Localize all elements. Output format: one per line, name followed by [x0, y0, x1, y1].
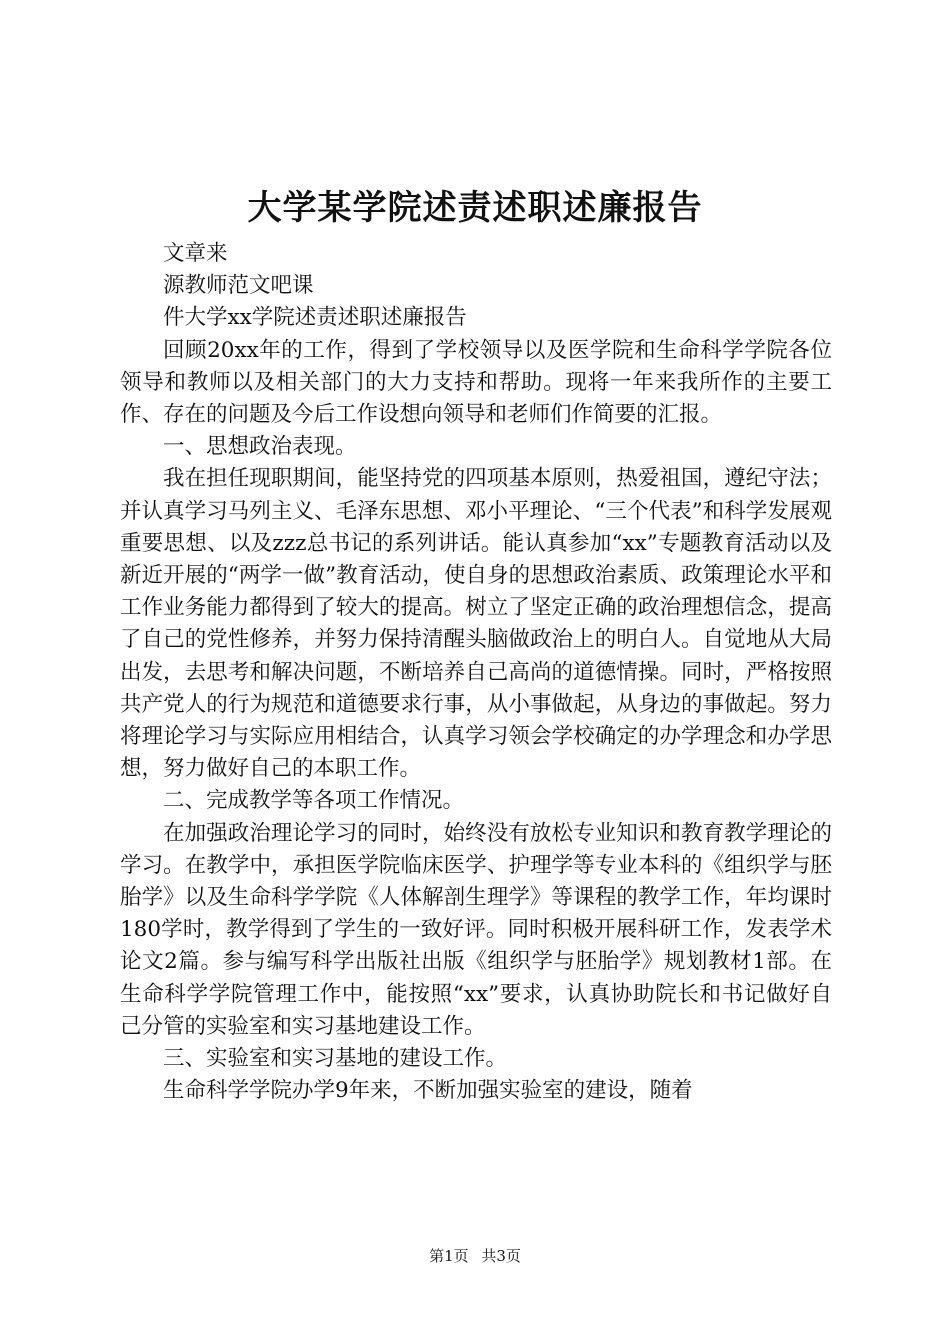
paragraph: 文章来	[163, 241, 228, 266]
page-number: 第1页	[429, 1247, 469, 1265]
section-heading: 一、思想政治表现。	[163, 434, 357, 460]
paragraph: 生命科学学院办学9年来，不断加强实验室的建设，随着	[163, 1078, 693, 1104]
paragraph: 在加强政治理论学习的同时，始终没有放松专业知识和教育教学理论的学习。在教学中，承担医学院临床医学、护理学等专业本科的《组织学与胚胎学》以及生命科学学院《人体解剖生理学》等课程的教学工作，年均课时180学时，教学得到了学生的一致好评。同时积极开展科研工作，发表学术论文2篇。参与编写科学出版社出版《组织学与胚胎学》规划教材1部。在生命科学学院管理工作中，能按照“xx”要求，认真协助院长和书记做好自己分管的实验室和实习基地建设工作。	[120, 820, 832, 1039]
paragraph: 件大学xx学院述责述职述廉报告	[163, 305, 467, 331]
section-heading: 二、完成教学等各项工作情况。	[163, 788, 465, 814]
paragraph: 源教师范文吧课	[163, 273, 314, 299]
page-footer	[0, 1246, 950, 1266]
paragraph: 我在担任现职期间，能坚持党的四项基本原则，热爱祖国，遵纪守法；并认真学习马列主义、毛泽东思想、邓小平理论、“三个代表”和科学发展观重要思想、以及zzz总书记的系列讲话。能认真参加“xx”专题教育活动以及新近开展的“两学一做”教育活动，使自身的思想政治素质、政策理论水平和工作业务能力都得到了较大的提高。树立了坚定正确的政治理想信念，提高了自己的党性修养，并努力保持清醒头脑做政治上的明白人。自觉地从大局出发，去思考和解决问题，不断培养自己高尚的道德情操。同时，严格按照共产党人的行为规范和道德要求行事，从小事做起，从身边的事做起。努力将理论学习与实际应用相结合，认真学习领会学校确定的办学理念和办学思想，努力做好自己的本职工作。	[120, 466, 832, 782]
document-body	[120, 238, 832, 1107]
paragraph: 回顾20xx年的工作，得到了学校领导以及医学院和生命科学学院各位领导和教师以及相关部门的大力支持和帮助。现将一年来我所作的主要工作、存在的问题及今后工作设想向领导和老师们作简要的汇报。	[120, 337, 832, 428]
page-total: 共3页	[481, 1247, 521, 1265]
section-heading: 三、实验室和实习基地的建设工作。	[163, 1046, 508, 1072]
document-title: 大学某学院述责述职述廉报告	[247, 188, 703, 228]
